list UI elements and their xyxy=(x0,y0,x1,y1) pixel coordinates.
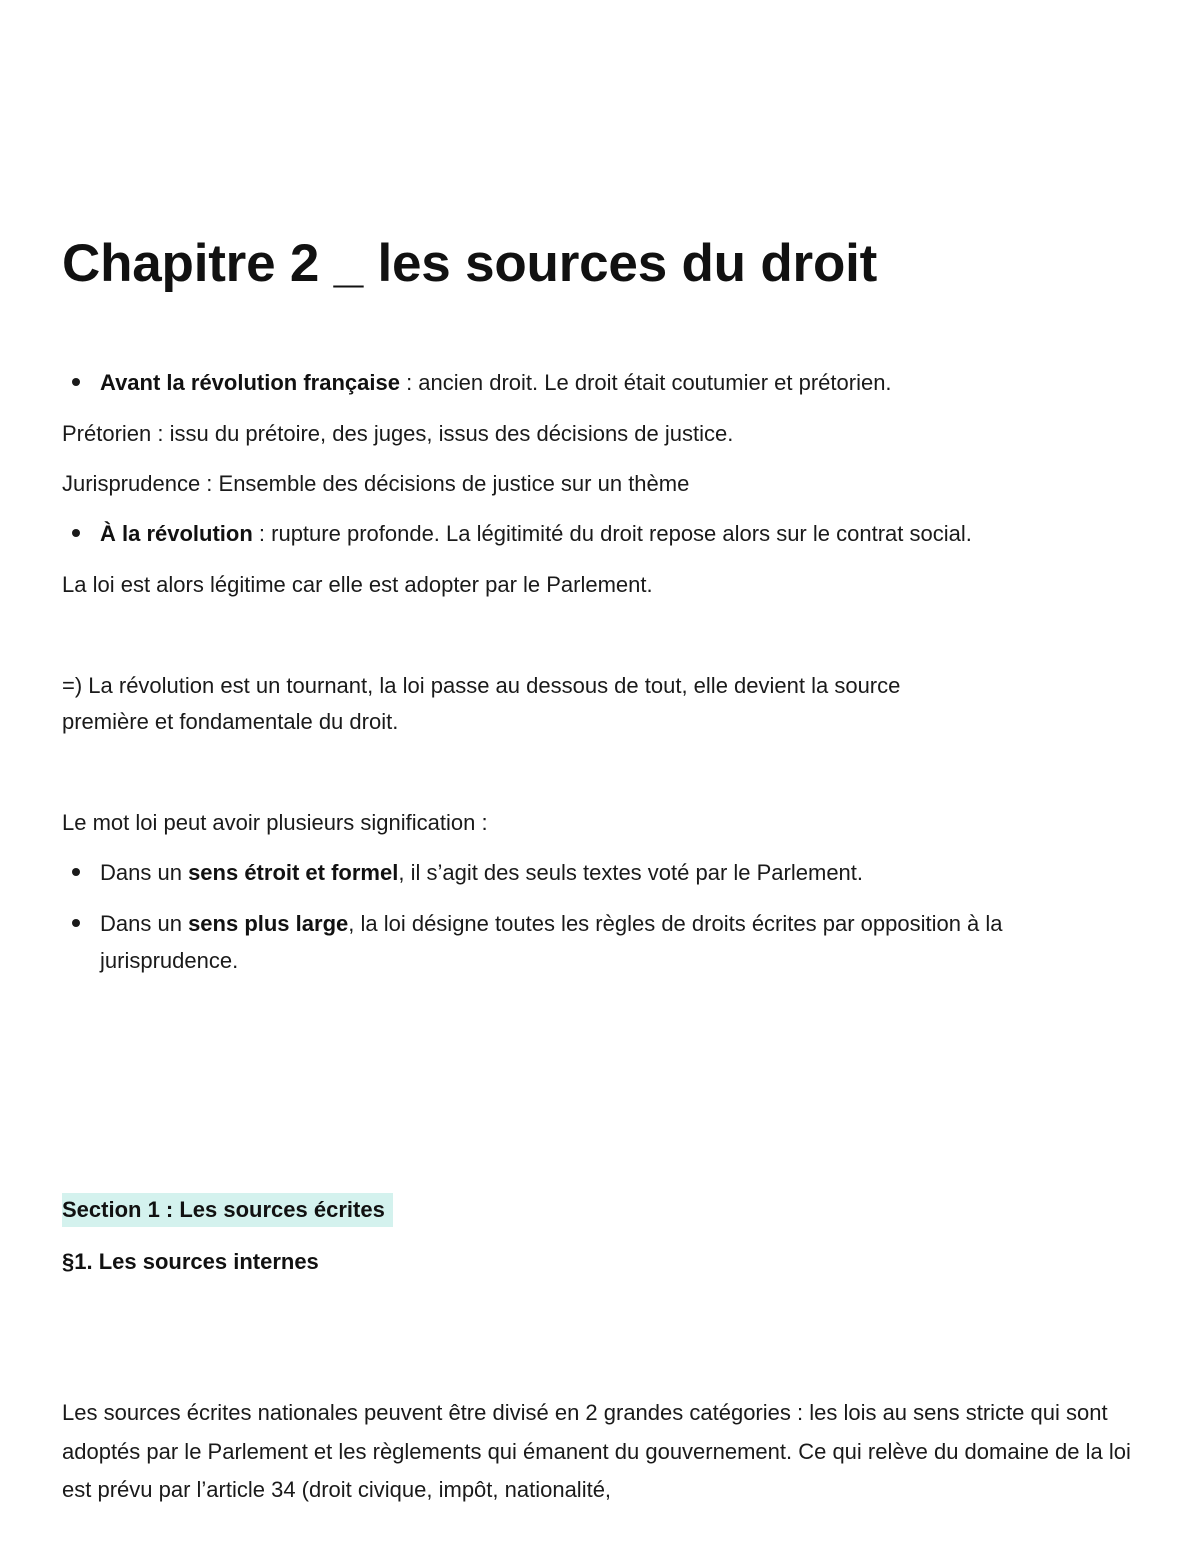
body-paragraph: Les sources écrites nationales peuvent être divisé en 2 grandes catégories : les lois au sens stricte qui sont adoptés par le Parlement et les règlements qui émanent du gouvernement. Ce qui relève du domaine de la loi est prévu par l’article 34 (droit civique, impôt, nationalité, xyxy=(62,1400,1131,1502)
mot-loi-line: Le mot loi peut avoir plusieurs signification : xyxy=(62,810,488,835)
tournant-line-1: =) La révolution est un tournant, la loi passe au dessous de tout, elle devient la source xyxy=(62,673,901,698)
bullet-pre: Dans un xyxy=(100,911,189,936)
section-heading: Section 1 : Les sources écrites xyxy=(62,1193,393,1227)
bullet-text xyxy=(100,515,972,552)
tournant-line-2: première et fondamentale du droit. xyxy=(62,709,399,734)
bold-term: À la révolution xyxy=(100,521,253,546)
bold-term: Avant la révolution française xyxy=(100,370,400,395)
loi-legitime-line: La loi est alors légitime car elle est adopter par le Parlement. xyxy=(62,572,653,597)
bullet-text xyxy=(100,364,892,401)
definition-pretorien: Prétorien : issu du prétoire, des juges, issus des décisions de justice. xyxy=(62,421,734,446)
bold-term: sens plus large xyxy=(188,911,349,936)
bullet-rest: , il s’agit des seuls textes voté par le Parlement. xyxy=(398,860,864,885)
bullet-text xyxy=(100,905,1110,979)
bullet-dot xyxy=(72,529,80,537)
bullet-rest: : rupture profonde. La légitimité du droit repose alors sur le contrat social. xyxy=(252,521,972,546)
bullet-dot xyxy=(72,868,80,876)
chapter-title: Chapitre 2 _ les sources du droit xyxy=(62,234,878,293)
bullet-text xyxy=(100,854,863,891)
subsection-heading: §1. Les sources internes xyxy=(62,1249,319,1274)
definition-jurisprudence: Jurisprudence : Ensemble des décisions de justice sur un thème xyxy=(62,471,690,496)
bold-term: sens étroit et formel xyxy=(188,860,399,885)
bullet-dot xyxy=(72,378,80,386)
bullet-dot xyxy=(72,919,80,927)
bullet-rest: , la loi désigne toutes les règles de droits écrites par opposition à la jurisprudence. xyxy=(100,911,1003,973)
bullet-pre: Dans un xyxy=(100,860,189,885)
bullet-rest: : ancien droit. Le droit était coutumier et prétorien. xyxy=(399,370,892,395)
